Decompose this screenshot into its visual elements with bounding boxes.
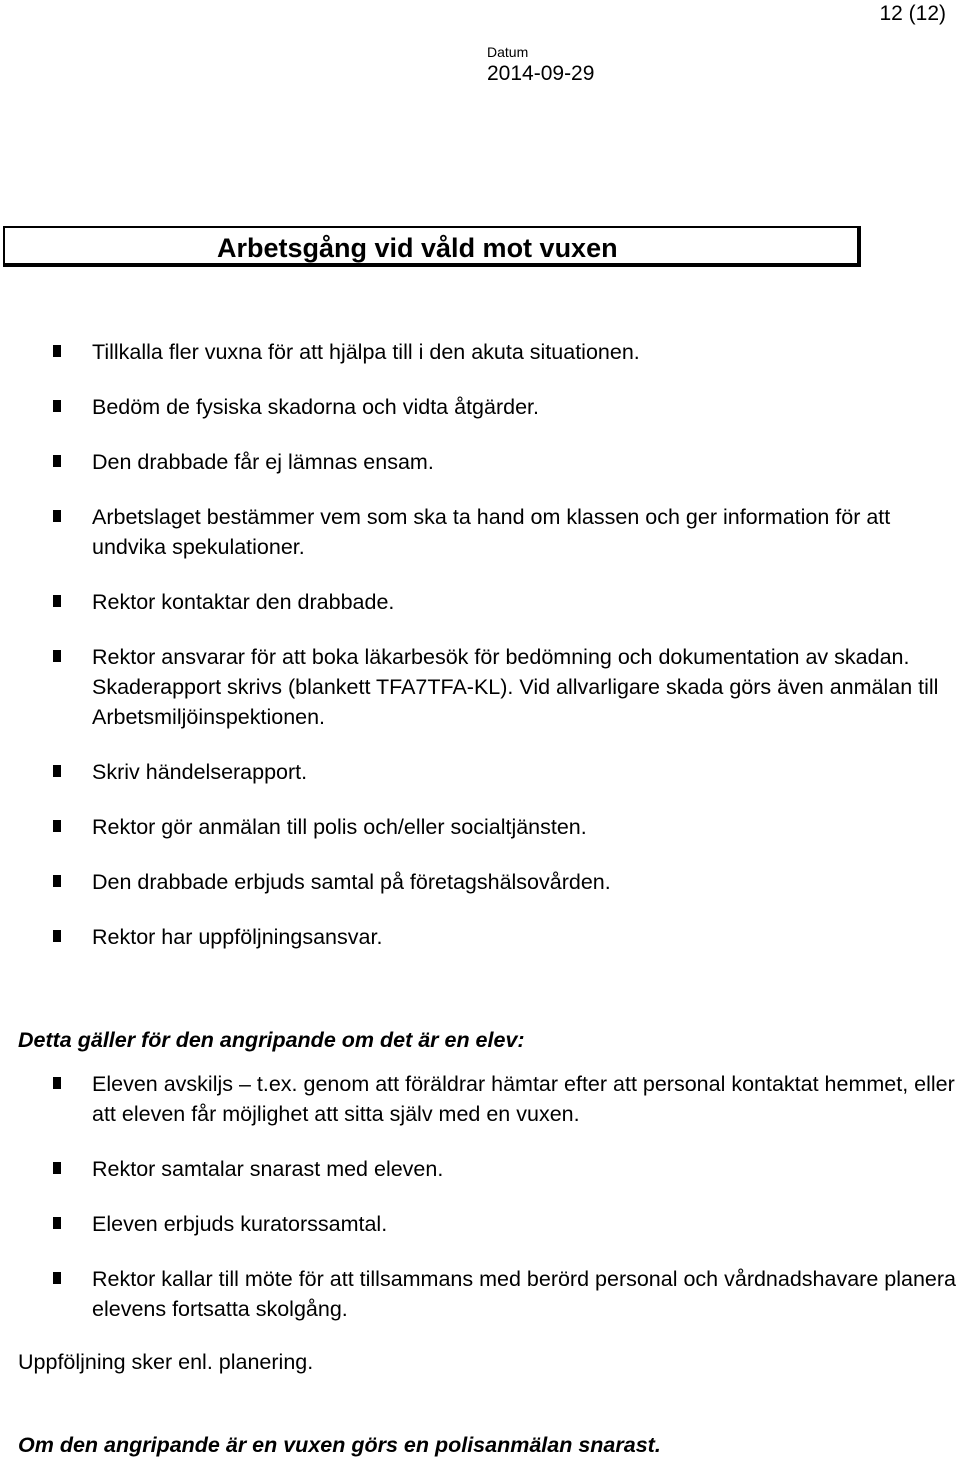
title-box: [3, 226, 861, 267]
list-item-text: Rektor kontaktar den drabbade.: [92, 590, 395, 614]
list-item-text: Rektor samtalar snarast med eleven.: [92, 1157, 444, 1181]
list-item: [0, 337, 960, 367]
list-item: [0, 642, 960, 732]
list-item: [0, 812, 960, 842]
list-item-text: Rektor ansvarar för att boka läkarbesök för bedömning och dokumentation av skadan. Skaderapport skrivs (blankett TFA7TFA-KL). Vid allvarligare skada görs även anmälan till Arbetsmiljöinspektionen.: [92, 645, 939, 729]
list-item-text: Den drabbade får ej lämnas ensam.: [92, 450, 434, 474]
bullet-icon: [53, 930, 61, 942]
list-item: [0, 757, 960, 787]
bullet-icon: [53, 875, 61, 887]
list-item-text: Rektor gör anmälan till polis och/eller socialtjänsten.: [92, 815, 587, 839]
list-item-text: Eleven avskiljs – t.ex. genom att föräldrar hämtar efter att personal kontaktat hemmet, eller att eleven får möjlighet att sitta själv med en vuxen.: [92, 1072, 955, 1126]
bullet-icon: [53, 1077, 61, 1089]
list-item: [0, 1069, 960, 1129]
list-item: [0, 502, 960, 562]
closing-note: Om den angripande är en vuxen görs en polisanmälan snarast.: [18, 1433, 661, 1457]
list-item: [0, 392, 960, 422]
list-item-text: Eleven erbjuds kuratorssamtal.: [92, 1212, 388, 1236]
list-item-text: Rektor kallar till möte för att tillsammans med berörd personal och vårdnadshavare planera elevens fortsatta skolgång.: [92, 1267, 956, 1321]
followup-text: Uppföljning sker enl. planering.: [18, 1350, 314, 1374]
bullet-icon: [53, 400, 61, 412]
list-item: [0, 1209, 960, 1239]
list-item-text: Skriv händelserapport.: [92, 760, 308, 784]
list-item-text: Bedöm de fysiska skadorna och vidta åtgärder.: [92, 395, 539, 419]
page-title: Arbetsgång vid våld mot vuxen: [217, 233, 618, 263]
list-item: [0, 867, 960, 897]
section-heading: Detta gäller för den angripande om det är en elev:: [18, 1028, 525, 1052]
bullet-icon: [53, 345, 61, 357]
list-item-text: Den drabbade erbjuds samtal på företagshälsovården.: [92, 870, 611, 894]
list-item: [0, 1264, 960, 1324]
bullet-icon: [53, 1162, 61, 1174]
list-item-text: Rektor har uppföljningsansvar.: [92, 925, 383, 949]
bullet-icon: [53, 595, 61, 607]
list-item-text: Arbetslaget bestämmer vem som ska ta hand om klassen och ger information för att undvika spekulationer.: [92, 505, 891, 559]
list-item: [0, 922, 960, 952]
bullet-icon: [53, 1217, 61, 1229]
bullet-icon: [53, 510, 61, 522]
page-number: 12 (12): [879, 2, 946, 25]
procedure-list: [0, 337, 960, 952]
date-value: 2014-09-29: [487, 62, 595, 85]
student-procedure-list: [0, 1069, 960, 1324]
bullet-icon: [53, 650, 61, 662]
list-item-text: Tillkalla fler vuxna för att hjälpa till i den akuta situationen.: [92, 340, 640, 364]
bullet-icon: [53, 765, 61, 777]
bullet-icon: [53, 1272, 61, 1284]
bullet-icon: [53, 455, 61, 467]
list-item: [0, 447, 960, 477]
list-item: [0, 1154, 960, 1184]
bullet-icon: [53, 820, 61, 832]
list-item: [0, 587, 960, 617]
date-label: Datum: [487, 44, 529, 60]
